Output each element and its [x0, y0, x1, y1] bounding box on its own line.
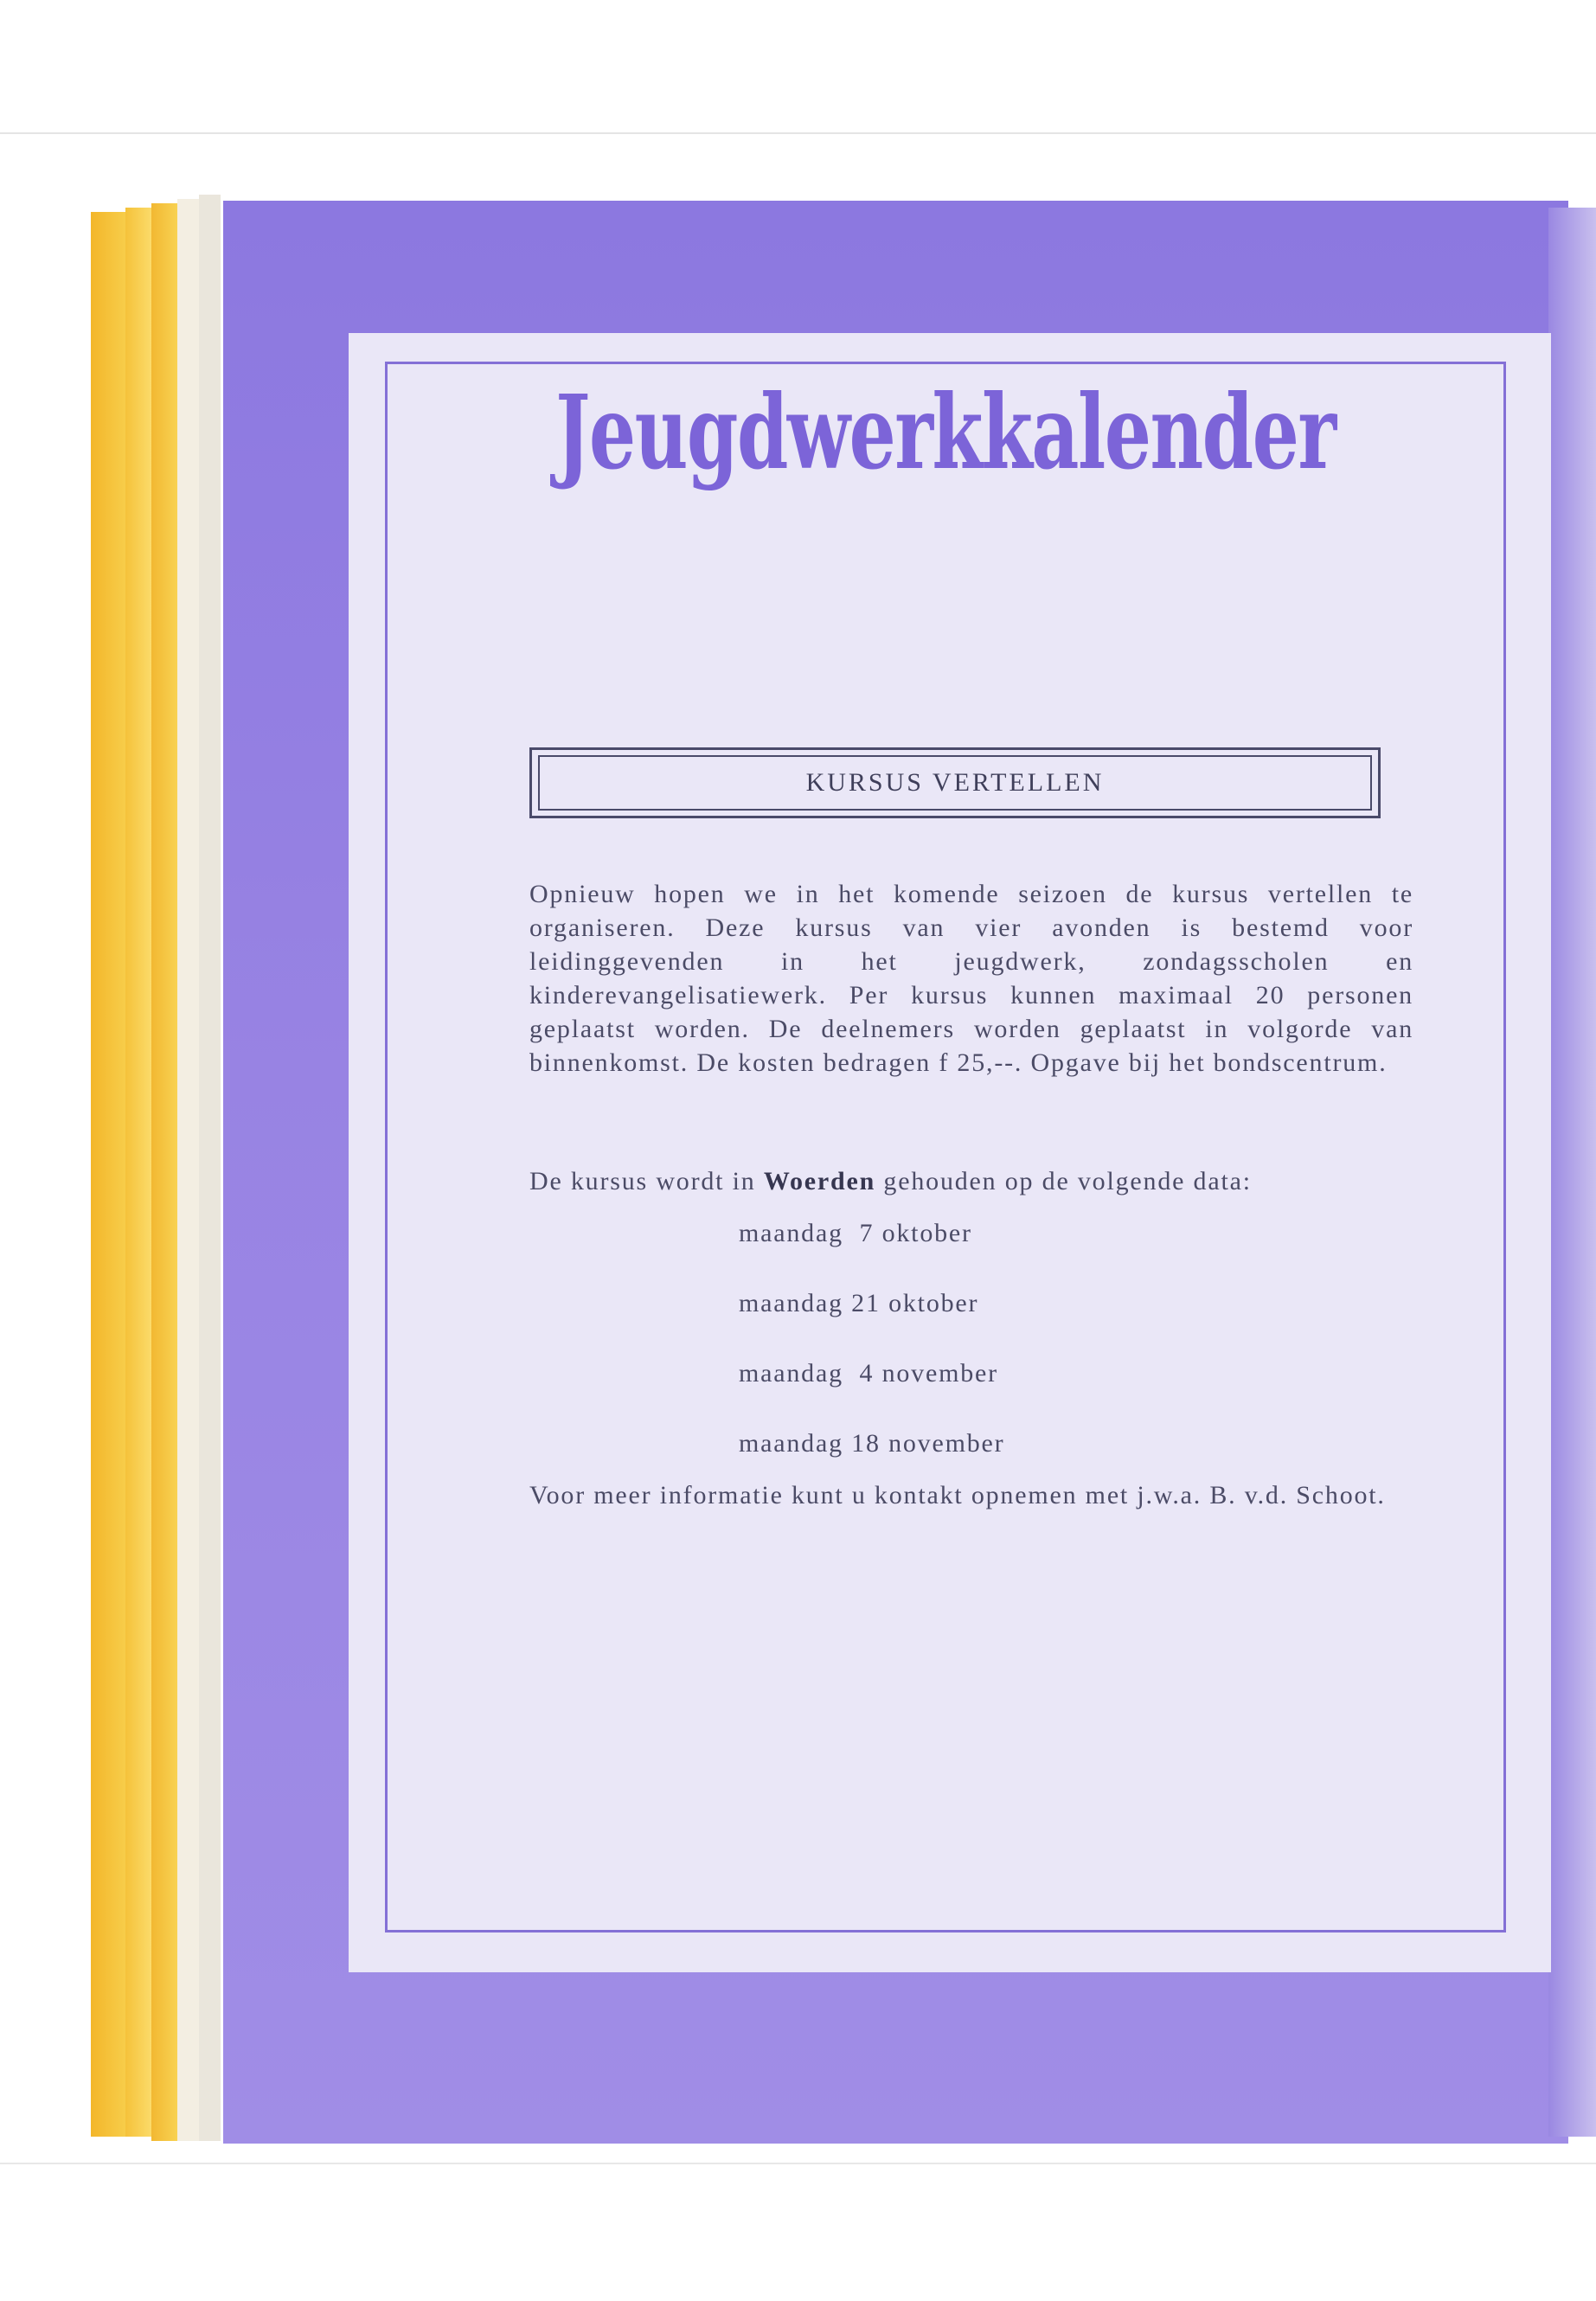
page-title: Jeugdwerkkalender	[555, 372, 1336, 492]
date-item: maandag 7 oktober	[739, 1219, 972, 1247]
stacked-page-edge	[125, 208, 151, 2137]
stacked-page-edge	[199, 195, 221, 2141]
location-sentence	[529, 1164, 1413, 1198]
stacked-page-edge	[91, 212, 125, 2137]
section-heading-box	[529, 747, 1381, 818]
section-heading: KURSUS VERTELLEN	[538, 755, 1372, 811]
date-item: maandag 4 november	[739, 1359, 998, 1388]
location-text-before: De kursus wordt in	[529, 1167, 764, 1195]
contact-info: Voor meer informatie kunt u kontakt opnemen met j.w.a. B. v.d. Schoot.	[529, 1481, 1386, 1509]
date-item: maandag 21 oktober	[739, 1289, 979, 1317]
paragraph-text: Opnieuw hopen we in het komende seizoen de kursus vertellen te organiseren. Deze kursus van vier avonden is bestemd voor leidinggevenden in het jeugdwerk, zondagsscholen en kinderevangelisatiewerk. Per kursus kunnen maximaal 20 personen geplaatst worden. De deelnemers worden geplaatst in volgorde van binnenkomst. De kosten bedragen f 25,--. Opgave bij het bondscentrum.	[529, 880, 1413, 1077]
scan-border-top	[0, 132, 1596, 134]
date-list	[739, 1198, 1171, 1478]
stacked-page-edge	[177, 199, 199, 2141]
page-frame	[385, 362, 1506, 1932]
stacked-page-edge	[151, 203, 177, 2141]
location-place: Woerden	[763, 1167, 876, 1195]
date-item: maandag 18 november	[739, 1429, 1005, 1458]
location-text-after: gehouden op de volgende data:	[875, 1167, 1252, 1195]
scan-border-bottom	[0, 2163, 1596, 2164]
intro-paragraph	[529, 877, 1413, 1080]
cover-right-edge	[1548, 208, 1596, 2137]
